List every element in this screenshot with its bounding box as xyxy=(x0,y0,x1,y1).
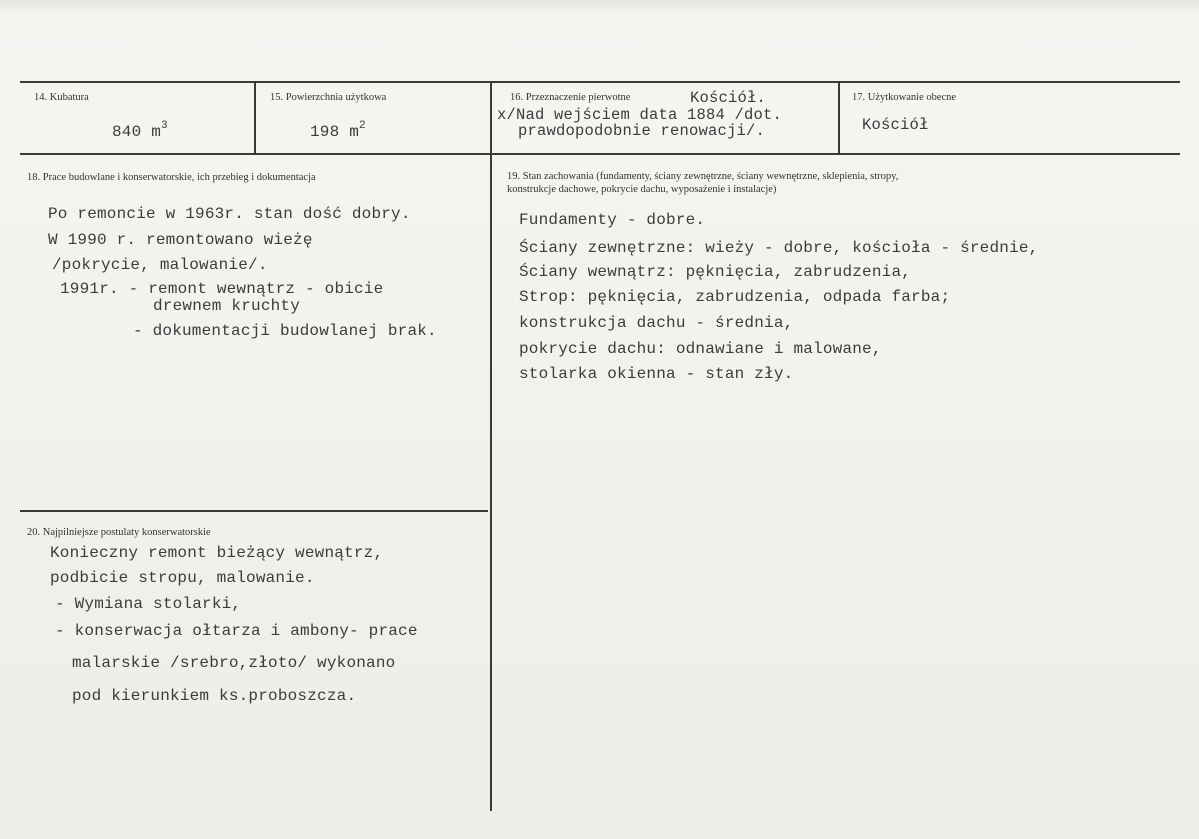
col-divider-1 xyxy=(254,81,256,153)
stan-line: Ściany zewnętrzne: wieży - dobre, kościoła - średnie, xyxy=(519,239,1039,257)
row3-top-rule xyxy=(20,510,488,512)
stan-label-line-1: 19. Stan zachowania (fundamenty, ściany zewnętrzne, ściany wewnętrzne, sklepienia, stropy, xyxy=(507,171,899,182)
top-rule xyxy=(20,81,1180,83)
prace-line: Po remoncie w 1963r. stan dość dobry. xyxy=(48,205,411,223)
postulaty-line: malarskie /srebro,złoto/ wykonano xyxy=(72,654,396,672)
powierzchnia-unit-exponent: 2 xyxy=(359,120,366,132)
powierzchnia-label: 15. Powierzchnia użytkowa xyxy=(270,92,387,103)
paper-edge xyxy=(0,0,1199,14)
kubatura-unit-exponent: 3 xyxy=(161,120,168,132)
kubatura-number: 840 m xyxy=(112,123,162,141)
prace-line: - dokumentacji budowlanej brak. xyxy=(133,322,437,340)
postulaty-line: podbicie stropu, malowanie. xyxy=(50,569,315,587)
postulaty-line: Konieczny remont bieżący wewnątrz, xyxy=(50,544,384,562)
row1-bottom-rule xyxy=(20,153,1180,155)
prace-line: drewnem kruchty xyxy=(153,297,301,315)
stan-line: konstrukcja dachu - średnia, xyxy=(519,314,794,332)
postulaty-line: - Wymiana stolarki, xyxy=(55,595,242,613)
prace-label: 18. Prace budowlane i konserwatorskie, ich przebieg i dokumentacja xyxy=(27,172,316,183)
stan-line: Strop: pęknięcia, zabrudzenia, odpada farba; xyxy=(519,288,951,306)
powierzchnia-number: 198 m xyxy=(310,123,360,141)
przeznaczenie-note-line-2: prawdopodobnie renowacji/. xyxy=(518,122,766,140)
przeznaczenie-note-line-1: x/Nad wejściem data 1884 /dot. xyxy=(497,106,783,124)
przeznaczenie-value: Kościół. xyxy=(690,89,767,107)
uzytkowanie-value: Kościół xyxy=(862,116,929,134)
col-divider-2 xyxy=(490,81,492,811)
przeznaczenie-label: 16. Przeznaczenie pierwotne xyxy=(510,92,631,103)
stan-line: stolarka okienna - stan zły. xyxy=(519,365,794,383)
kubatura-label: 14. Kubatura xyxy=(34,92,89,103)
postulaty-line: - konserwacja ołtarza i ambony- prace xyxy=(55,622,418,640)
col-divider-3 xyxy=(838,81,840,153)
prace-line: /pokrycie, malowanie/. xyxy=(52,256,268,274)
powierzchnia-value xyxy=(310,118,366,141)
kubatura-value xyxy=(112,118,168,141)
stan-label-line-2: konstrukcje dachowe, pokrycie dachu, wyposażenie i instalacje) xyxy=(507,184,777,195)
uzytkowanie-label: 17. Użytkowanie obecne xyxy=(852,92,957,103)
prace-line: W 1990 r. remontowano wieżę xyxy=(48,231,313,249)
stan-line: Fundamenty - dobre. xyxy=(519,211,706,229)
prace-line: 1991r. - remont wewnątrz - obicie xyxy=(60,280,384,298)
stan-line: pokrycie dachu: odnawiane i malowane, xyxy=(519,340,882,358)
stan-line: Ściany wewnątrz: pęknięcia, zabrudzenia, xyxy=(519,263,912,281)
postulaty-label: 20. Najpilniejsze postulaty konserwatorskie xyxy=(27,527,211,538)
postulaty-line: pod kierunkiem ks.proboszcza. xyxy=(72,687,357,705)
